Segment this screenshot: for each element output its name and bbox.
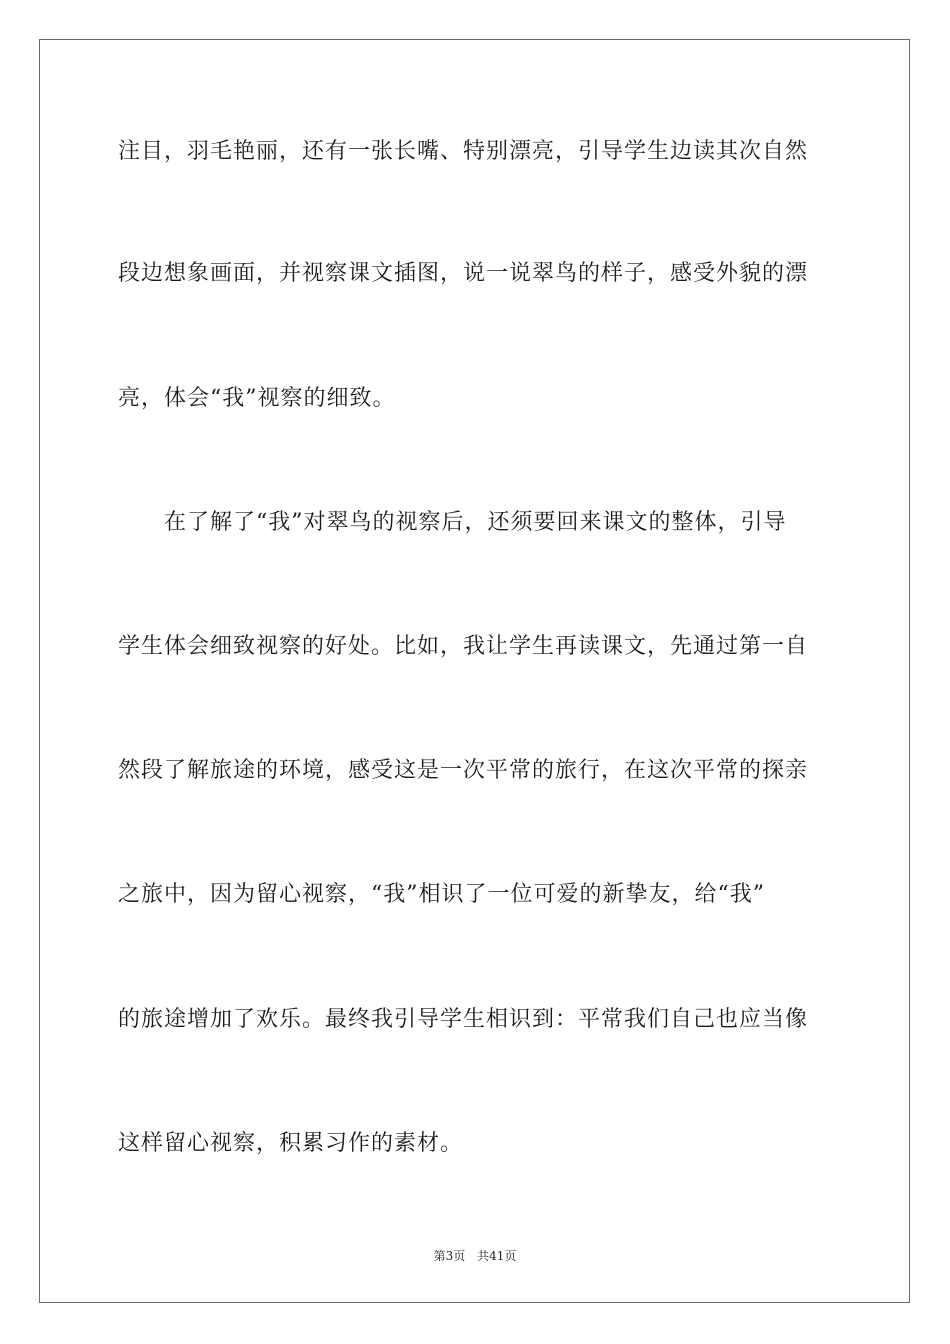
text-line: 在了解了“我”对翠鸟的视察后，还须要回来课文的整体，引导: [164, 510, 787, 535]
page-footer: [0, 1247, 950, 1264]
page-border: [39, 39, 910, 1303]
page-total: 共41页: [477, 1249, 517, 1263]
text-line: 亮，体会“我”视察的细致。: [118, 386, 396, 411]
text-line: 然段了解旅途的环境，感受这是一次平常的旅行，在这次平常的探亲: [118, 758, 809, 783]
text-line: 注目，羽毛艳丽，还有一张长嘴、特别漂亮，引导学生边读其次自然: [118, 139, 809, 164]
text-line: 这样留心视察，积累习作的素材。: [118, 1131, 464, 1156]
text-line: 段边想象画面，并视察课文插图，说一说翠鸟的样子，感受外貌的漂: [118, 261, 809, 286]
text-line: 学生体会细致视察的好处。比如，我让学生再读课文，先通过第一自: [118, 634, 809, 659]
text-line: 的旅途增加了欢乐。最终我引导学生相识到：平常我们自己也应当像: [118, 1007, 809, 1032]
page-number: 第3页: [433, 1249, 466, 1263]
text-line: 之旅中，因为留心视察，“我”相识了一位可爱的新挚友，给“我”: [118, 882, 765, 907]
